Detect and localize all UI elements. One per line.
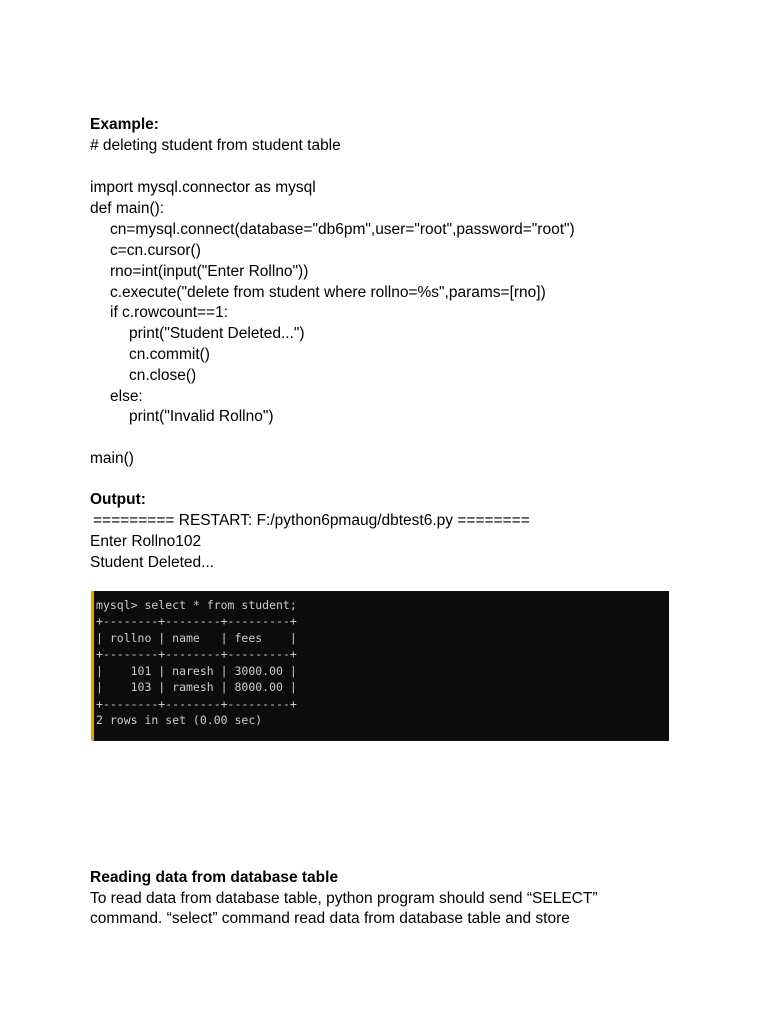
code-line: rno=int(input("Enter Rollno")) (110, 263, 309, 280)
output-line: ========= RESTART: F:/python6pmaug/dbtest6.py ======== (93, 512, 530, 529)
code-line: main() (90, 450, 134, 467)
terminal-line: | 103 | ramesh | 8000.00 | (96, 680, 297, 694)
terminal-line: +--------+--------+---------+ (96, 647, 297, 661)
code-line: cn.close() (129, 367, 197, 384)
terminal-line: +--------+--------+---------+ (96, 614, 297, 628)
code-line: if c.rowcount==1: (110, 304, 229, 321)
code-line: else: (110, 388, 143, 405)
paragraph-line: To read data from database table, python program should send “SELECT” (90, 890, 598, 907)
section-heading: Reading data from database table (90, 869, 339, 886)
terminal-line: | 101 | naresh | 3000.00 | (96, 664, 297, 678)
terminal-line: +--------+--------+---------+ (96, 697, 297, 711)
output-heading: Output: (90, 491, 146, 508)
code-line: import mysql.connector as mysql (90, 179, 316, 196)
terminal-line: | rollno | name | fees | (96, 631, 297, 645)
paragraph-line: command. “select” command read data from database table and store (90, 910, 570, 927)
example-heading: Example: (90, 116, 159, 133)
mysql-terminal-screenshot (91, 591, 669, 741)
output-line: Enter Rollno102 (90, 533, 202, 550)
code-line: cn=mysql.connect(database="db6pm",user="root",password="root") (110, 221, 575, 238)
output-line: Student Deleted... (90, 554, 215, 571)
code-line: print("Student Deleted...") (129, 325, 305, 342)
code-line: c.execute("delete from student where rollno=%s",params=[rno]) (110, 284, 546, 301)
terminal-line: 2 rows in set (0.00 sec) (96, 713, 263, 727)
terminal-line: mysql> select * from student; (96, 598, 297, 612)
code-line: c=cn.cursor() (110, 242, 201, 259)
code-line: def main(): (90, 200, 165, 217)
code-line: cn.commit() (129, 346, 210, 363)
code-comment: # deleting student from student table (90, 137, 341, 154)
code-line: print("Invalid Rollno") (129, 408, 274, 425)
